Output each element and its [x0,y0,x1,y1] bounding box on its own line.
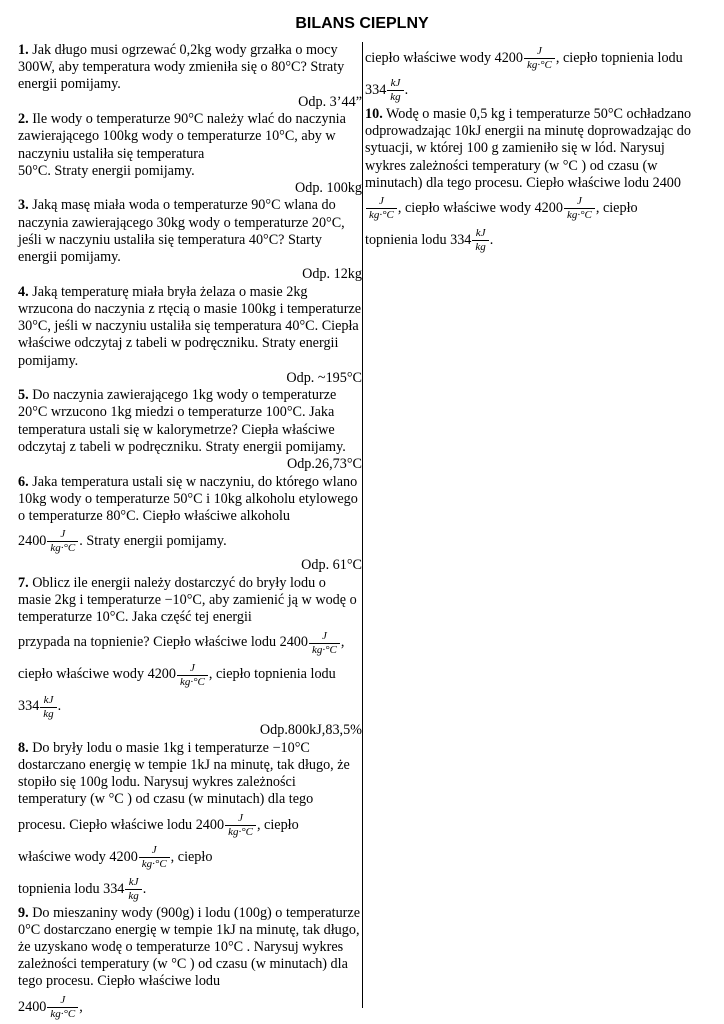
value: 2400 [18,533,47,550]
formula-line: właściwe wody 4200 $\frac{J}{kg\cdot^\circ C}$ , ciepło [18,843,213,870]
unit-fraction: $\frac{kJ}{kg}$ [472,228,488,253]
problem-8 [18,740,362,905]
problem-number: 6. [18,473,29,490]
unit-fraction: $\frac{J}{kg\cdot^\circ C}$ [366,196,397,221]
problem-number: 4. [18,283,29,300]
problem-text: Oblicz ile energii należy dostarczyć do bryły lodu o masie 2kg i temperaturze −10°C, aby zamienić ją w wodę o temperaturze 10°C. Jaka część tej energii [18,574,357,626]
right-column [365,42,705,256]
unit-fraction: $\frac{J}{kg\cdot^\circ C}$ [139,845,170,870]
problem-number: 3. [18,197,29,214]
formula-line [18,525,362,557]
unit-fraction: $\frac{kJ}{kg}$ [40,695,56,720]
formula-line: przypada na topnienie? Ciepło właściwe lodu 2400 $\frac{J}{kg\cdot^\circ C}$ , [18,629,345,656]
answer-3: Odp. 12kg [302,266,362,283]
problem-text: Do naczynia zawierającego 1kg wody o temperaturze 20°C wrzucono 1kg miedzi o temperaturze 100°C. Jaka temperatura ustali się w kalorymetrze? Ciepła właściwe odczytaj z tabeli w podręczniku. Straty energii pomijamy. [18,387,346,455]
answer-1: Odp. 3’44” [298,93,362,110]
problem-text: Jaka temperatura ustali się w naczyniu, do którego wlano 10kg wody o temperaturze 50°C i 10kg alkoholu etylowego o temperaturze 80°C. Ciepło właściwe alkoholu [18,473,358,524]
formula-line: 2400 $\frac{J}{kg\cdot^\circ C}$ , [18,993,83,1020]
answer-7: Odp.800kJ,83,5% [259,722,362,739]
unit-fraction: $\frac{J}{kg\cdot^\circ C}$ [47,529,78,554]
unit-fraction: $\frac{kJ}{kg}$ [125,877,141,902]
left-column [18,42,362,1023]
problem-number: 8. [18,739,29,756]
problem-6 [18,474,362,558]
unit-fraction: $\frac{J}{kg\cdot^\circ C}$ [47,995,78,1020]
formula-line: 334 $\frac{kJ}{kg}$ . [18,693,62,720]
problem-text: 50°C. Straty energii pomijamy. [18,162,195,179]
problem-number: 7. [18,574,29,591]
problem-9-continued [365,42,705,106]
formula-line: topnienia lodu 334 $\frac{kJ}{kg}$ . [18,875,147,902]
formula-line: topnienia lodu 334 $\frac{kJ}{kg}$ . [365,227,494,254]
problem-number: 10. [365,106,383,122]
problem-5 [18,387,362,456]
problem-text: Ile wody o temperaturze 90°C należy wlać do naczynia zawierającego 100kg wody o temperaturze 10°C, aby w naczyniu ustaliła się temperatura [18,111,346,162]
problem-text: Wodę o masie 0,5 kg i temperaturze 50°C ochładzano odprowadzając 10kJ energii na minutę doprowadzając do sytuacji, w której 100 g zamieniło się w lód. Narysuj wykres zależności temperatury (w °C ) od czasu (w minutach) dla tego procesu. Ciepło właściwe lodu 2400 [365,106,692,191]
answer-4: Odp. ~195°C [286,369,362,386]
problem-text: Jaką masę miała woda o temperaturze 90°C wlana do naczynia zawierającego 30kg wody o temperaturze 20°C, jeśli w naczyniu ustaliła się temperatura 40°C? Starty energii pomijamy. [18,197,345,266]
formula-line: ciepło właściwe wody 4200 $\frac{J}{kg\cdot^\circ C}$ , ciepło topnienia lodu [18,661,336,688]
problem-number: 2. [18,111,29,128]
problem-number: 9. [18,904,29,921]
problem-3 [18,197,362,266]
problem-9 [18,905,362,1023]
problem-text: Do mieszaniny wody (900g) i lodu (100g) o temperaturze 0°C dostarczano energię w tempie 1kJ na minutę, tak długo, że uzyskano wodę o temperaturze 10°C . Narysuj wykres zależności temperatury (w °C ) od czasu (w minutach) dla tego procesu. Ciepło właściwe lodu [18,904,360,990]
problem-number: 1. [18,42,29,58]
page-title: BILANS CIEPLNY [295,15,429,32]
problem-4 [18,284,362,370]
unit-fraction: $\frac{J}{kg\cdot^\circ C}$ [309,631,340,656]
problem-2 [18,111,362,180]
answer-5: Odp.26,73°C [286,456,362,473]
problem-10 [365,106,705,256]
column-divider [362,42,363,1008]
unit-fraction: $\frac{J}{kg\cdot^\circ C}$ [225,813,256,838]
unit-fraction: $\frac{J}{kg\cdot^\circ C}$ [564,196,595,221]
formula-line: 334 $\frac{kJ}{kg}$ . [365,77,409,104]
problem-text: Jak długo musi ogrzewać 0,2kg wody grzałka o mocy 300W, aby temperatura wody zmieniła się o 80°C? Straty energii pomijamy. [18,42,345,93]
answer-6: Odp. 61°C [301,557,362,574]
problem-7 [18,575,362,723]
answer-2: Odp. 100kg [295,179,362,196]
problem-text: . Straty energii pomijamy. [79,533,227,550]
formula-line: ciepło właściwe wody 4200 $\frac{J}{kg\cdot^\circ C}$ , ciepło topnienia lodu [365,45,683,72]
problem-text: Do bryły lodu o masie 1kg i temperaturze −10°C dostarczano energię w tempie 1kJ na minutę, tak długo, że stopiło się 100g lodu. Narysuj wykres zależności temperatury (w °C ) od czasu (w minutach) dla tego [18,739,350,808]
unit-fraction: $\frac{J}{kg\cdot^\circ C}$ [524,46,555,71]
formula-line: $\frac{J}{kg\cdot^\circ C}$ , ciepło właściwe wody 4200 $\frac{J}{kg\cdot^\circ C}$ , ciepło [365,192,705,224]
unit-fraction: $\frac{J}{kg\cdot^\circ C}$ [177,663,208,688]
problem-number: 5. [18,387,29,404]
problem-1 [18,42,362,94]
formula-line: procesu. Ciepło właściwe lodu 2400 $\frac{J}{kg\cdot^\circ C}$ , ciepło [18,811,299,838]
unit-fraction: $\frac{kJ}{kg}$ [387,78,403,103]
problem-text: Jaką temperaturę miała bryła żelaza o masie 2kg wrzucona do naczynia z rtęcią o masie 100kg i temperaturze 30°C, jeśli w naczyniu ustaliła się temperatura 40°C. Ciepła właściwe odczytaj z tabeli w podręczniku. Straty energii pomijamy. [18,283,362,369]
